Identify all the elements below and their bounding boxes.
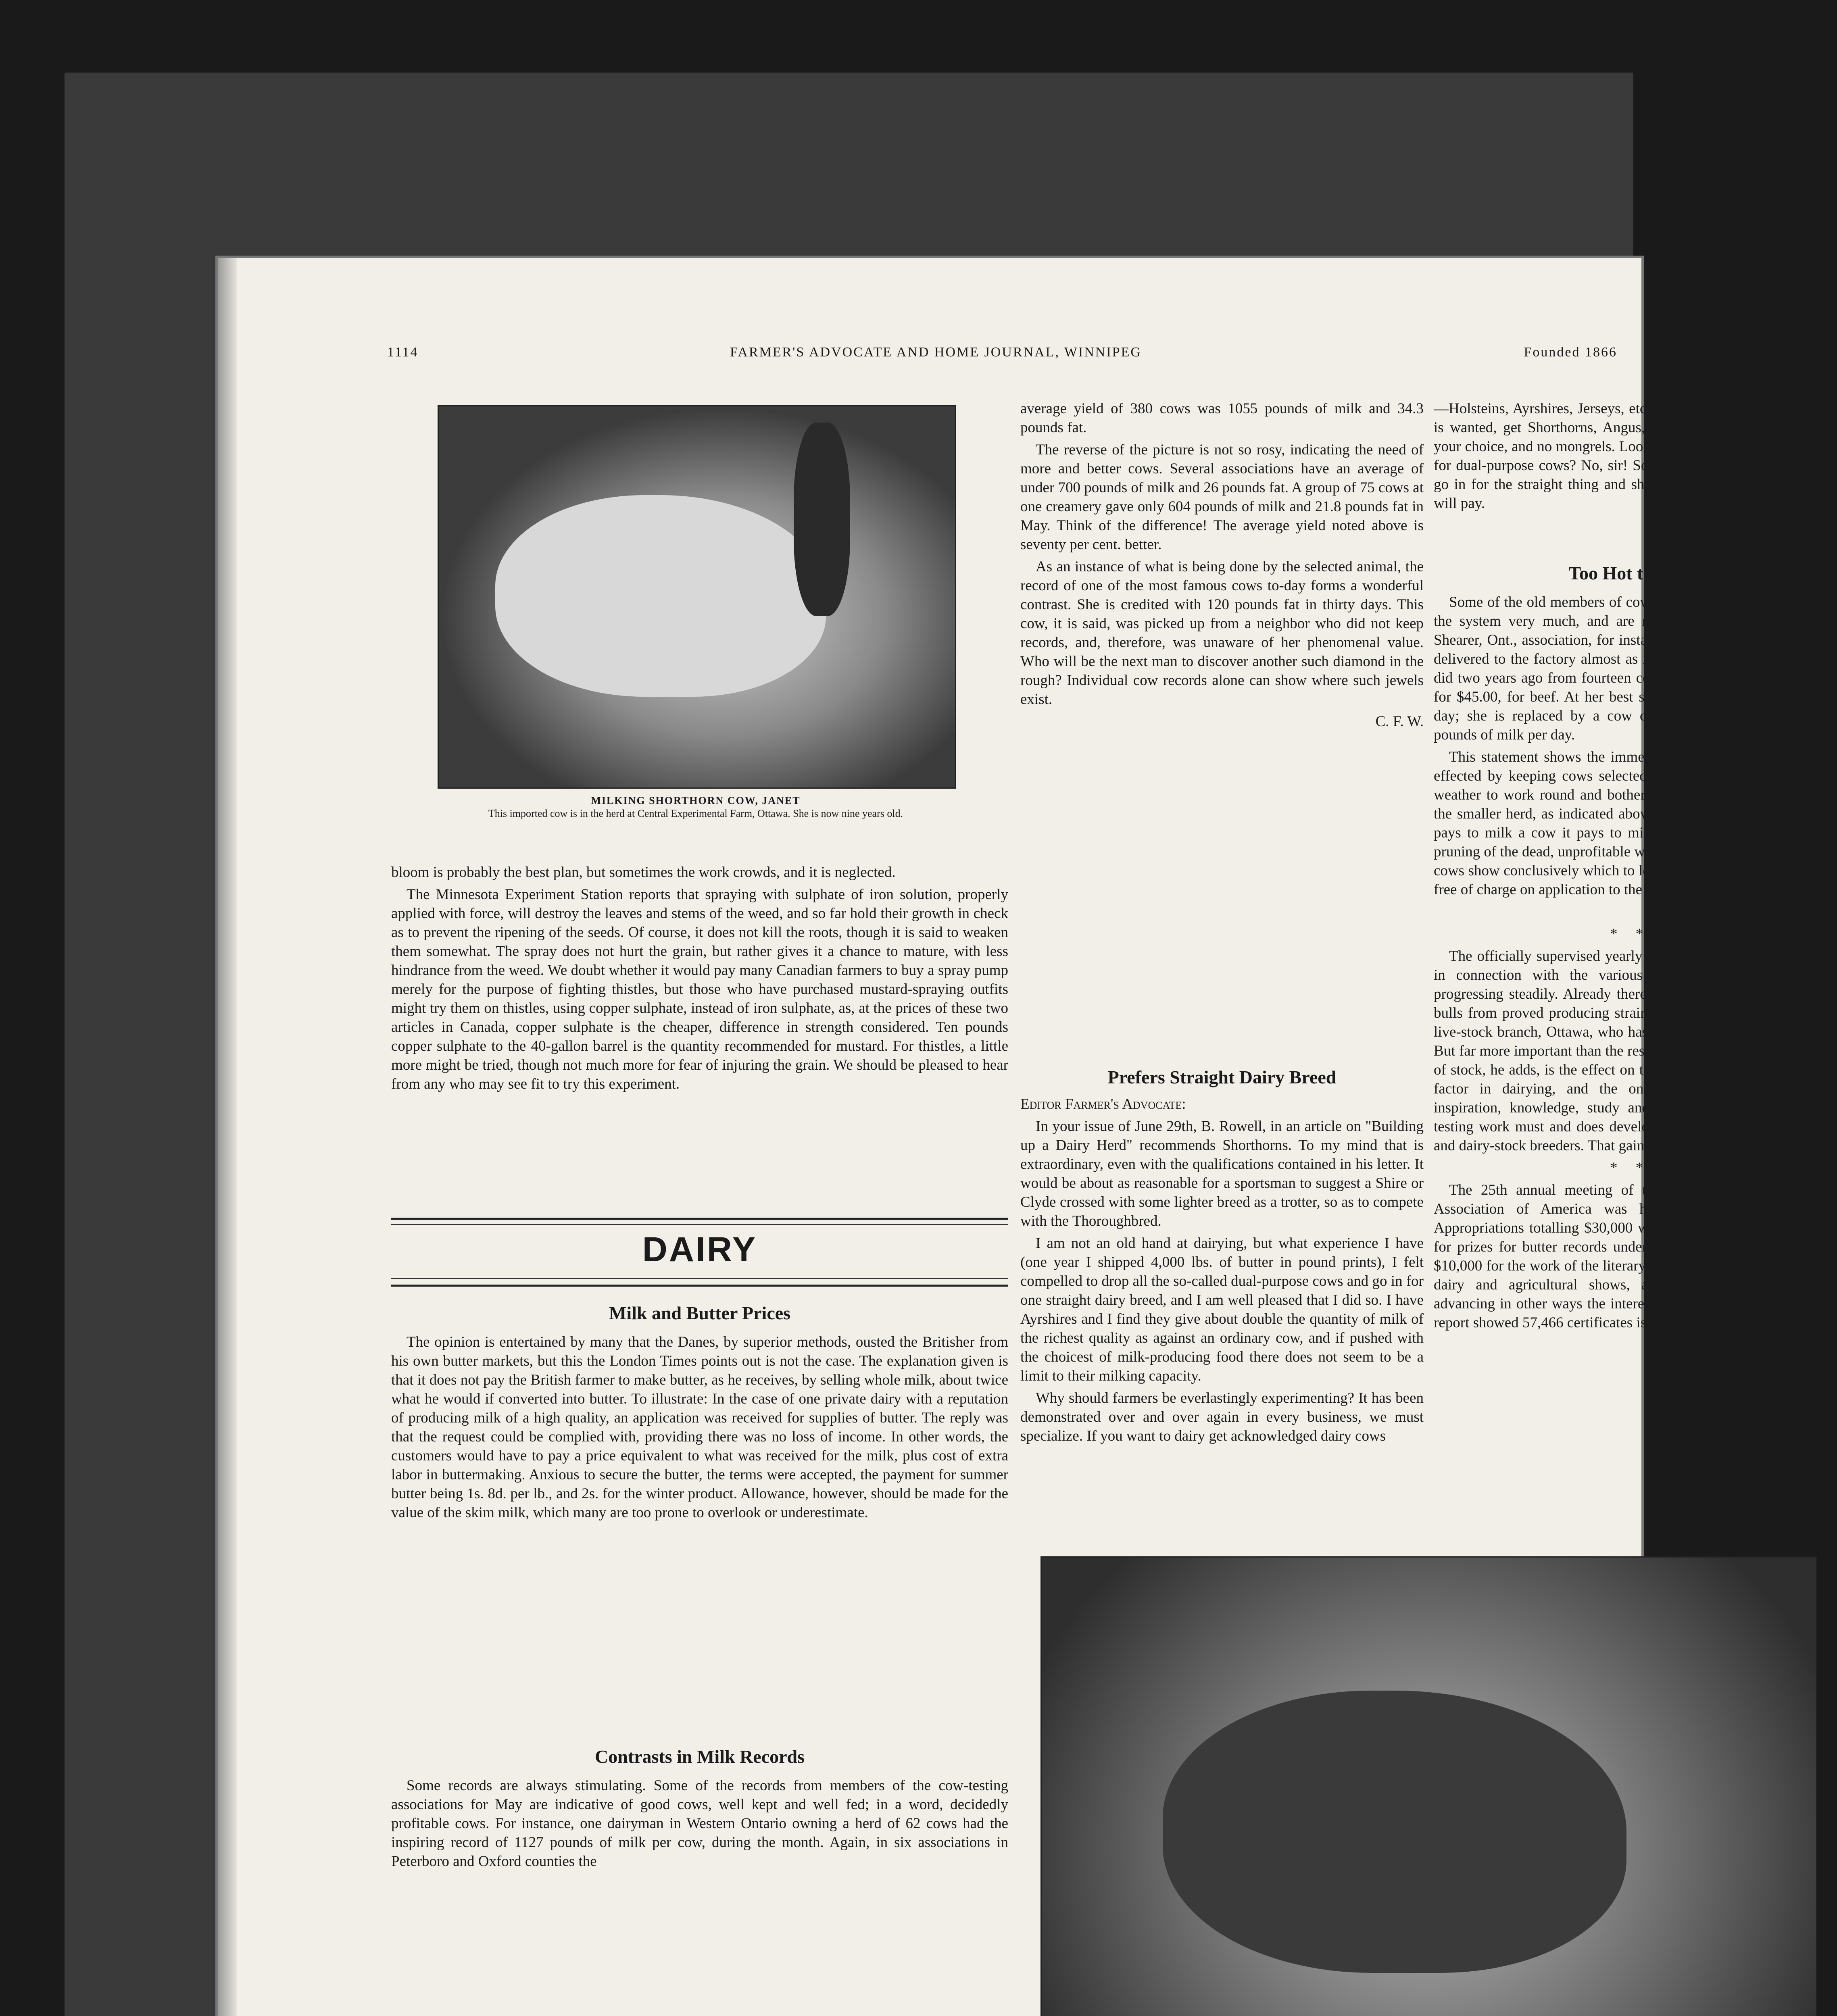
paragraph: Some of the old members of cow testing associations appreciate the system very much, and are realizing a profit by it. In the Shearer, Ont., association, for instance, one man states that he has delivered to the factory almost as much milk from ten cows as he did two years ago from fourteen cows. He has sold one of the ten for $45.00, for beef. At her best she gave 31 pounds of milk per day; she is replaced by a cow costing $50.00, now giving 41 pounds of milk per day. [1434,594,1837,743]
dairy-rule-bottom [391,1285,1008,1287]
paragraph: This statement shows the immense saving of labor that can be effected by keeping cows selected on their records. It is too hot weather to work round and bother with four unnecessary cows if the smaller herd, as indicated above, brings as good a return. If it pays to milk a cow it pays to milk a good one. The herd needs pruning of the dead, unprofitable wood. Dairy records of individual cows show conclusively which to lop off. Blank forms are supplied free of charge on application to the Dairy Commissioner, Ottawa. [1434,749,1837,898]
too-hot-article [1434,593,1837,1335]
too-hot-title: Too Hot to Work [1568,563,1702,583]
paragraph: I am not an old hand at dairying, but what experience I have (one year I shipped 4,000 lbs. of butter in pound prints), I felt compelled to drop all the so-called dual-purpose cows and go in for one straight dairy breed, and I am well pleased that I did so. I have Ayrshires and I find they give about double the quantity of milk of the richest quality as against an ordinary cow, and if pushed with the choicest of milk-producing food there does not seem to be a limit to their milking capacity. [1020,1235,1424,1384]
right-column-top [1434,399,1837,538]
section-stars: * * * [1610,1160,1676,1176]
paragraph: The opinion is entertained by many that the Danes, by superior methods, ousted the Britisher from his own butter markets, but this the London Times points out is not the case. The explanation given is that it does not pay the British farmer to make butter, as he receives, by selling whole milk, about twice what he would if converted into butter. To illustrate: In the case of one private dairy with a reputation of producing milk of a high quality, an application was received for supplies of butter. The reply was that the request could be complied with, providing there was no loss of income. In other words, the customers would have to pay a price equivalent to what was received for the milk, plus cost of extra labor in buttermaking. Anxious to secure the butter, the terms were accepted, the payment for summer butter being 1s. 8d. per lb., and 2s. for the winter product. Allowance, however, should be made for the value of the skim milk, which many are too prone to overlook or underestimate. [391,1334,1008,1521]
paragraph: average yield of 380 cows was 1055 pounds of milk and 34.3 pounds fat. [1020,400,1424,436]
dairy-rule-top [391,1218,1008,1220]
dairy-heading: DAIRY [642,1230,757,1269]
contrasts-title: Contrasts in Milk Records [594,1746,805,1767]
editor-salutation: Editor Farmer's Advocate: [1020,1096,1186,1112]
founded-note: Founded 1866 [1524,345,1617,360]
dairy-rule-bottom-thin [391,1278,1008,1279]
paragraph: The Minnesota Experiment Station reports that spraying with sulphate of iron solution, properly applied with force, will destroy the leaves and stems of the weed, and so far hold their growth in check as to prevent the ripening of the seeds. Of course, it does not kill the roots, though it is said to weaken them somewhat. The spray does not hurt the grain, but rather gives it a chance to mature, with less hindrance from the weed. We doubt whether it would pay many Canadian farmers to buy a spray pump merely for the purpose of fighting thistles, but those who have purchased mustard-spraying outfits might try them on thistles, using copper sulphate, instead of iron sulphate, as, at the prices of these two articles in Canada, copper sulphate is the cheaper, difference in strength considered. Ten pounds copper sulphate to the 40-gallon barrel is the quantity recommended for mustard. For thistles, a little more might be tried, though not much more for fear of injuring the grain. We should be pleased to hear from any who may see fit to try this experiment. [391,886,1008,1092]
shorthorn-caption-text: This imported cow is in the herd at Central Experimental Farm, Ottawa. She is now nine years old. [488,808,903,819]
journal-title: FARMER'S ADVOCATE AND HOME JOURNAL, WINNIPEG [730,345,1142,360]
dairy-rule-top-thin [391,1224,1008,1225]
paragraph: The 25th annual meeting of the Holstein-Friesian Breeders' Association of America was held in New York, June 1. Appropriations totalling $30,000 were voted, of which $10,000 is for prizes for butter records under the advanced registry system; $10,000 for the work of the literary committee, $4,500 for prizes at dairy and agricultural shows, and other smaller grants for advancing in other ways the interests of the breed. The secretary's report showed 57,466 certificates issued during the year. [1434,1182,1837,1331]
prefers-title: Prefers Straight Dairy Breed [1107,1067,1337,1087]
paragraph: The officially supervised yearly testing of purebred dairy cows, in connection with the various Records of Performance, is progressing steadily. Already there is a notable demand for stock bulls from proved producing strains, says Dan Drummond, of the live-stock branch, Ottawa, who has charge of the inspection work. But far more important than the resultant effect in the improvement of stock, he adds, is the effect on the men. The man is the greatest factor in dairying, and the only factor in citizenship. The inspiration, knowledge, study and intelligence fostered by this testing work must and does develop a race of educated dairymen and dairy-stock breeders. That gain is invaluable. [1434,948,1837,1154]
milk-butter-article [391,1333,1008,1525]
signature: John Dutton. [1755,517,1837,534]
signature: C. F. W. [1375,713,1424,730]
page-binding [218,258,237,2016]
page-number: 1114 [387,345,419,360]
paragraph: As an instance of what is being done by the selected animal, the record of one of the most famous cows to-day forms a wonderful contrast. She is credited with 120 pounds fat in thirty days. This cow, it is said, was picked up from a neighbor who did not keep records, and, therefore, was unaware of her phenomenal value. Who will be the next man to discover another such diamond in the rough? Individual cow records alone can show where such jewels exist. [1020,558,1424,708]
left-column-top [391,863,1008,1097]
middle-column [1020,399,1424,734]
shorthorn-cow-photo [438,405,956,789]
cow-silhouette [495,495,826,697]
section-stars: * * * [1610,926,1676,942]
paragraph: —Holsteins, Ayrshires, Jerseys, etc. There is ample choice. If beef is wanted, get Shorthorns, Angus, Herefords, etc., and stay with your choice, and no mongrels. Look at Denmark. Are they going in for dual-purpose cows? No, sir! So quit this see-saw business and go in for the straight thing and shove it for all it is worth, and it will pay. [1434,400,1837,512]
newspaper-page [218,258,1837,2016]
contrasts-article [391,1776,1008,1874]
shorthorn-caption [438,794,954,820]
bull-silhouette [1163,1691,1626,1973]
man-silhouette [794,423,850,616]
jersey-bull-photo [1040,1556,1817,2016]
paragraph: bloom is probably the best plan, but sometimes the work crowds, and it is neglected. [391,864,896,881]
prefers-article [1020,1095,1424,1449]
paragraph: The reverse of the picture is not so rosy, indicating the need of more and better cows. Several associations have an average of under 700 pounds of milk and 26 pounds fat. A group of 75 cows at one creamery gave only 604 pounds of milk and 21.8 pounds fat in May. Think of the difference! The average yield noted above is seventy per cent. better. [1020,442,1424,553]
page-header [387,345,1617,369]
signature: C. F. W. [1789,904,1837,920]
paragraph: In your issue of June 29th, B. Rowell, in an article on "Building up a Dairy Herd" recommends Shorthorns. To my mind that is extraordinary, even with the qualifications contained in his letter. It would be about as reasonable for a sportsman to suggest a Shire or Clyde crossed with some lighter breed as a trotter, so as to compete with the Thoroughbred. [1020,1118,1424,1229]
milk-butter-title: Milk and Butter Prices [609,1303,791,1323]
paragraph: Some records are always stimulating. Some of the records from members of the cow-testing associations for May are indicative of good cows, well kept and well fed; in a word, decidedly profitable cows. For instance, one dairyman in Western Ontario owning a herd of 62 cows had the inspiring record of 1127 pounds of milk per cow, during the month. Again, in six associations in Peterboro and Oxford counties the [391,1777,1008,1870]
paragraph: Why should farmers be everlastingly experimenting? It has been demonstrated over and over again in every business, we must specialize. If you want to dairy get acknowledged dairy cows [1020,1390,1424,1444]
shorthorn-caption-title: MILKING SHORTHORN COW, JANET [591,795,801,806]
